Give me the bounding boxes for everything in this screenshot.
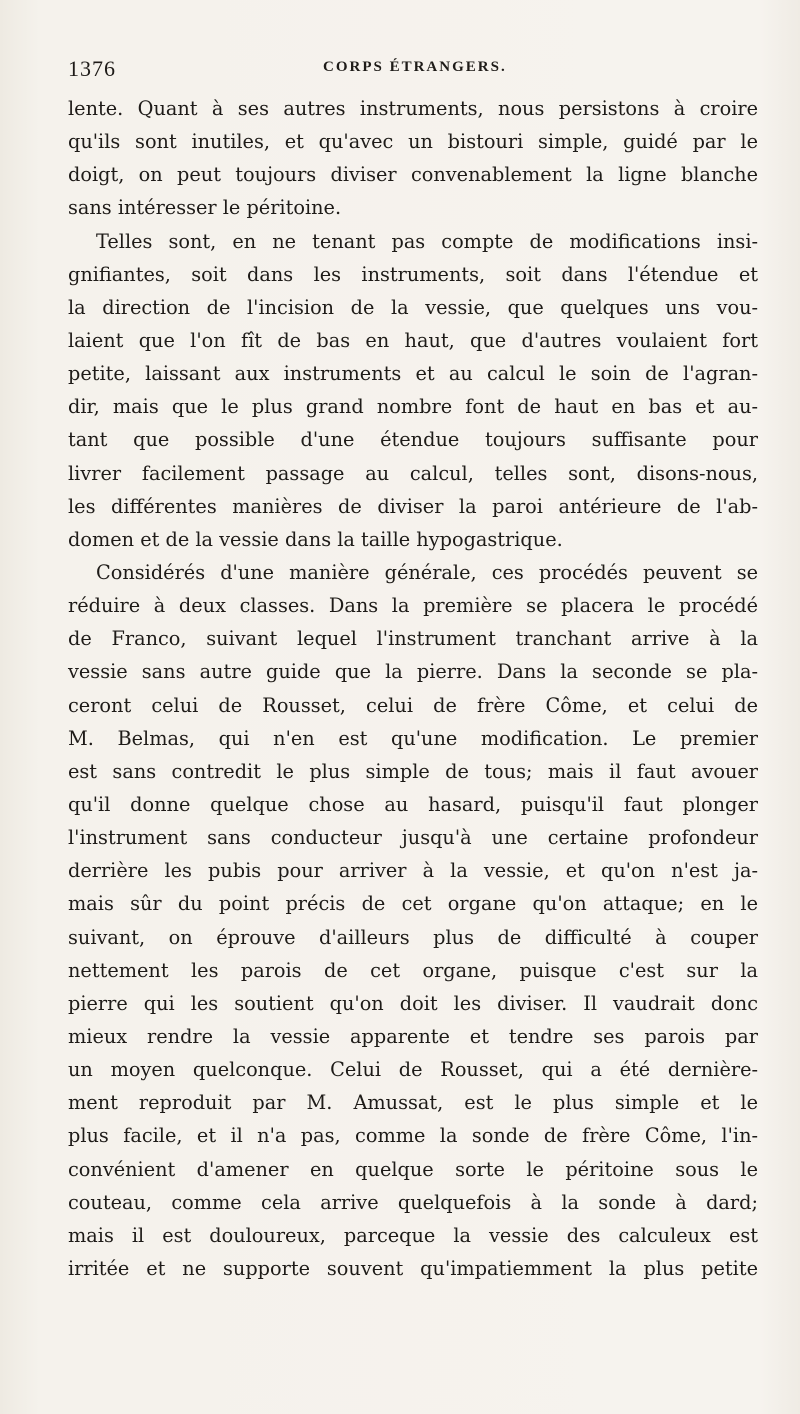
text-line: mieux rendre la vessie apparente et tendre ses parois par <box>68 1024 758 1048</box>
text-line: qu'ils sont inutiles, et qu'avec un bistouri simple, guidé par le <box>68 130 758 154</box>
text-line: ceront celui de Rousset, celui de frère Côme, et celui de <box>68 693 758 717</box>
text-line: Telles sont, en ne tenant pas compte de modifications insi- <box>96 229 758 253</box>
text-line: livrer facilement passage au calcul, telles sont, disons-nous, <box>68 461 758 485</box>
text-line: M. Belmas, qui n'en est qu'une modification. Le premier <box>68 726 758 750</box>
text-line: dir, mais que le plus grand nombre font de haut en bas et au- <box>68 395 758 419</box>
text-line: plus facile, et il n'a pas, comme la sonde de frère Côme, l'in- <box>68 1124 758 1148</box>
text-line: irritée et ne supporte souvent qu'impatiemment la plus petite <box>68 1256 758 1280</box>
text-line: tant que possible d'une étendue toujours suffisante pour <box>68 428 758 452</box>
running-head: CORPS ÉTRANGERS. <box>323 59 507 75</box>
text-line: vessie sans autre guide que la pierre. Dans la seconde se pla- <box>68 660 758 684</box>
text-line: mais il est douloureux, parceque la vessie des calculeux est <box>68 1223 758 1247</box>
text-body <box>68 92 758 1285</box>
text-line: petite, laissant aux instruments et au calcul le soin de l'agran- <box>68 362 758 386</box>
text-line: couteau, comme cela arrive quelquefois à la sonde à dard; <box>68 1190 758 1214</box>
text-line: pierre qui les soutient qu'on doit les diviser. Il vaudrait donc <box>68 991 758 1015</box>
text-line: mais sûr du point précis de cet organe qu'on attaque; en le <box>68 892 758 916</box>
text-line: lente. Quant à ses autres instruments, nous persistons à croire <box>68 97 758 120</box>
text-line: gnifiantes, soit dans les instruments, soit dans l'étendue et <box>68 262 758 286</box>
text-line: nettement les parois de cet organe, puisque c'est sur la <box>68 958 758 982</box>
text-line: est sans contredit le plus simple de tous; mais il faut avouer <box>68 759 758 783</box>
text-line: derrière les pubis pour arriver à la vessie, et qu'on n'est ja- <box>68 859 758 883</box>
text-line: Considérés d'une manière générale, ces procédés peuvent se <box>96 560 758 584</box>
text-line: suivant, on éprouve d'ailleurs plus de difficulté à couper <box>68 925 758 949</box>
text-line: les différentes manières de diviser la paroi antérieure de l'ab- <box>68 494 758 518</box>
text-line: un moyen quelconque. Celui de Rousset, qui a été dernière- <box>68 1058 758 1082</box>
text-line: l'instrument sans conducteur jusqu'à une certaine profondeur <box>68 826 758 850</box>
text-line: doigt, on peut toujours diviser convenablement la ligne blanche <box>68 163 758 187</box>
text-line: sans intéresser le péritoine. <box>68 196 342 220</box>
text-line: ment reproduit par M. Amussat, est le plus simple et le <box>68 1091 758 1115</box>
text-line: qu'il donne quelque chose au hasard, puisqu'il faut plonger <box>68 792 758 816</box>
page-header <box>68 56 758 86</box>
text-line: de Franco, suivant lequel l'instrument tranchant arrive à la <box>68 627 758 651</box>
text-line: réduire à deux classes. Dans la première se placera le procédé <box>68 594 758 618</box>
text-line: domen et de la vessie dans la taille hypogastrique. <box>68 527 563 551</box>
text-line: laient que l'on fît de bas en haut, que d'autres voulaient fort <box>68 328 758 352</box>
text-line: convénient d'amener en quelque sorte le péritoine sous le <box>68 1157 758 1181</box>
page-number: 1376 <box>68 56 116 81</box>
text-line: la direction de l'incision de la vessie, que quelques uns vou- <box>68 295 758 319</box>
